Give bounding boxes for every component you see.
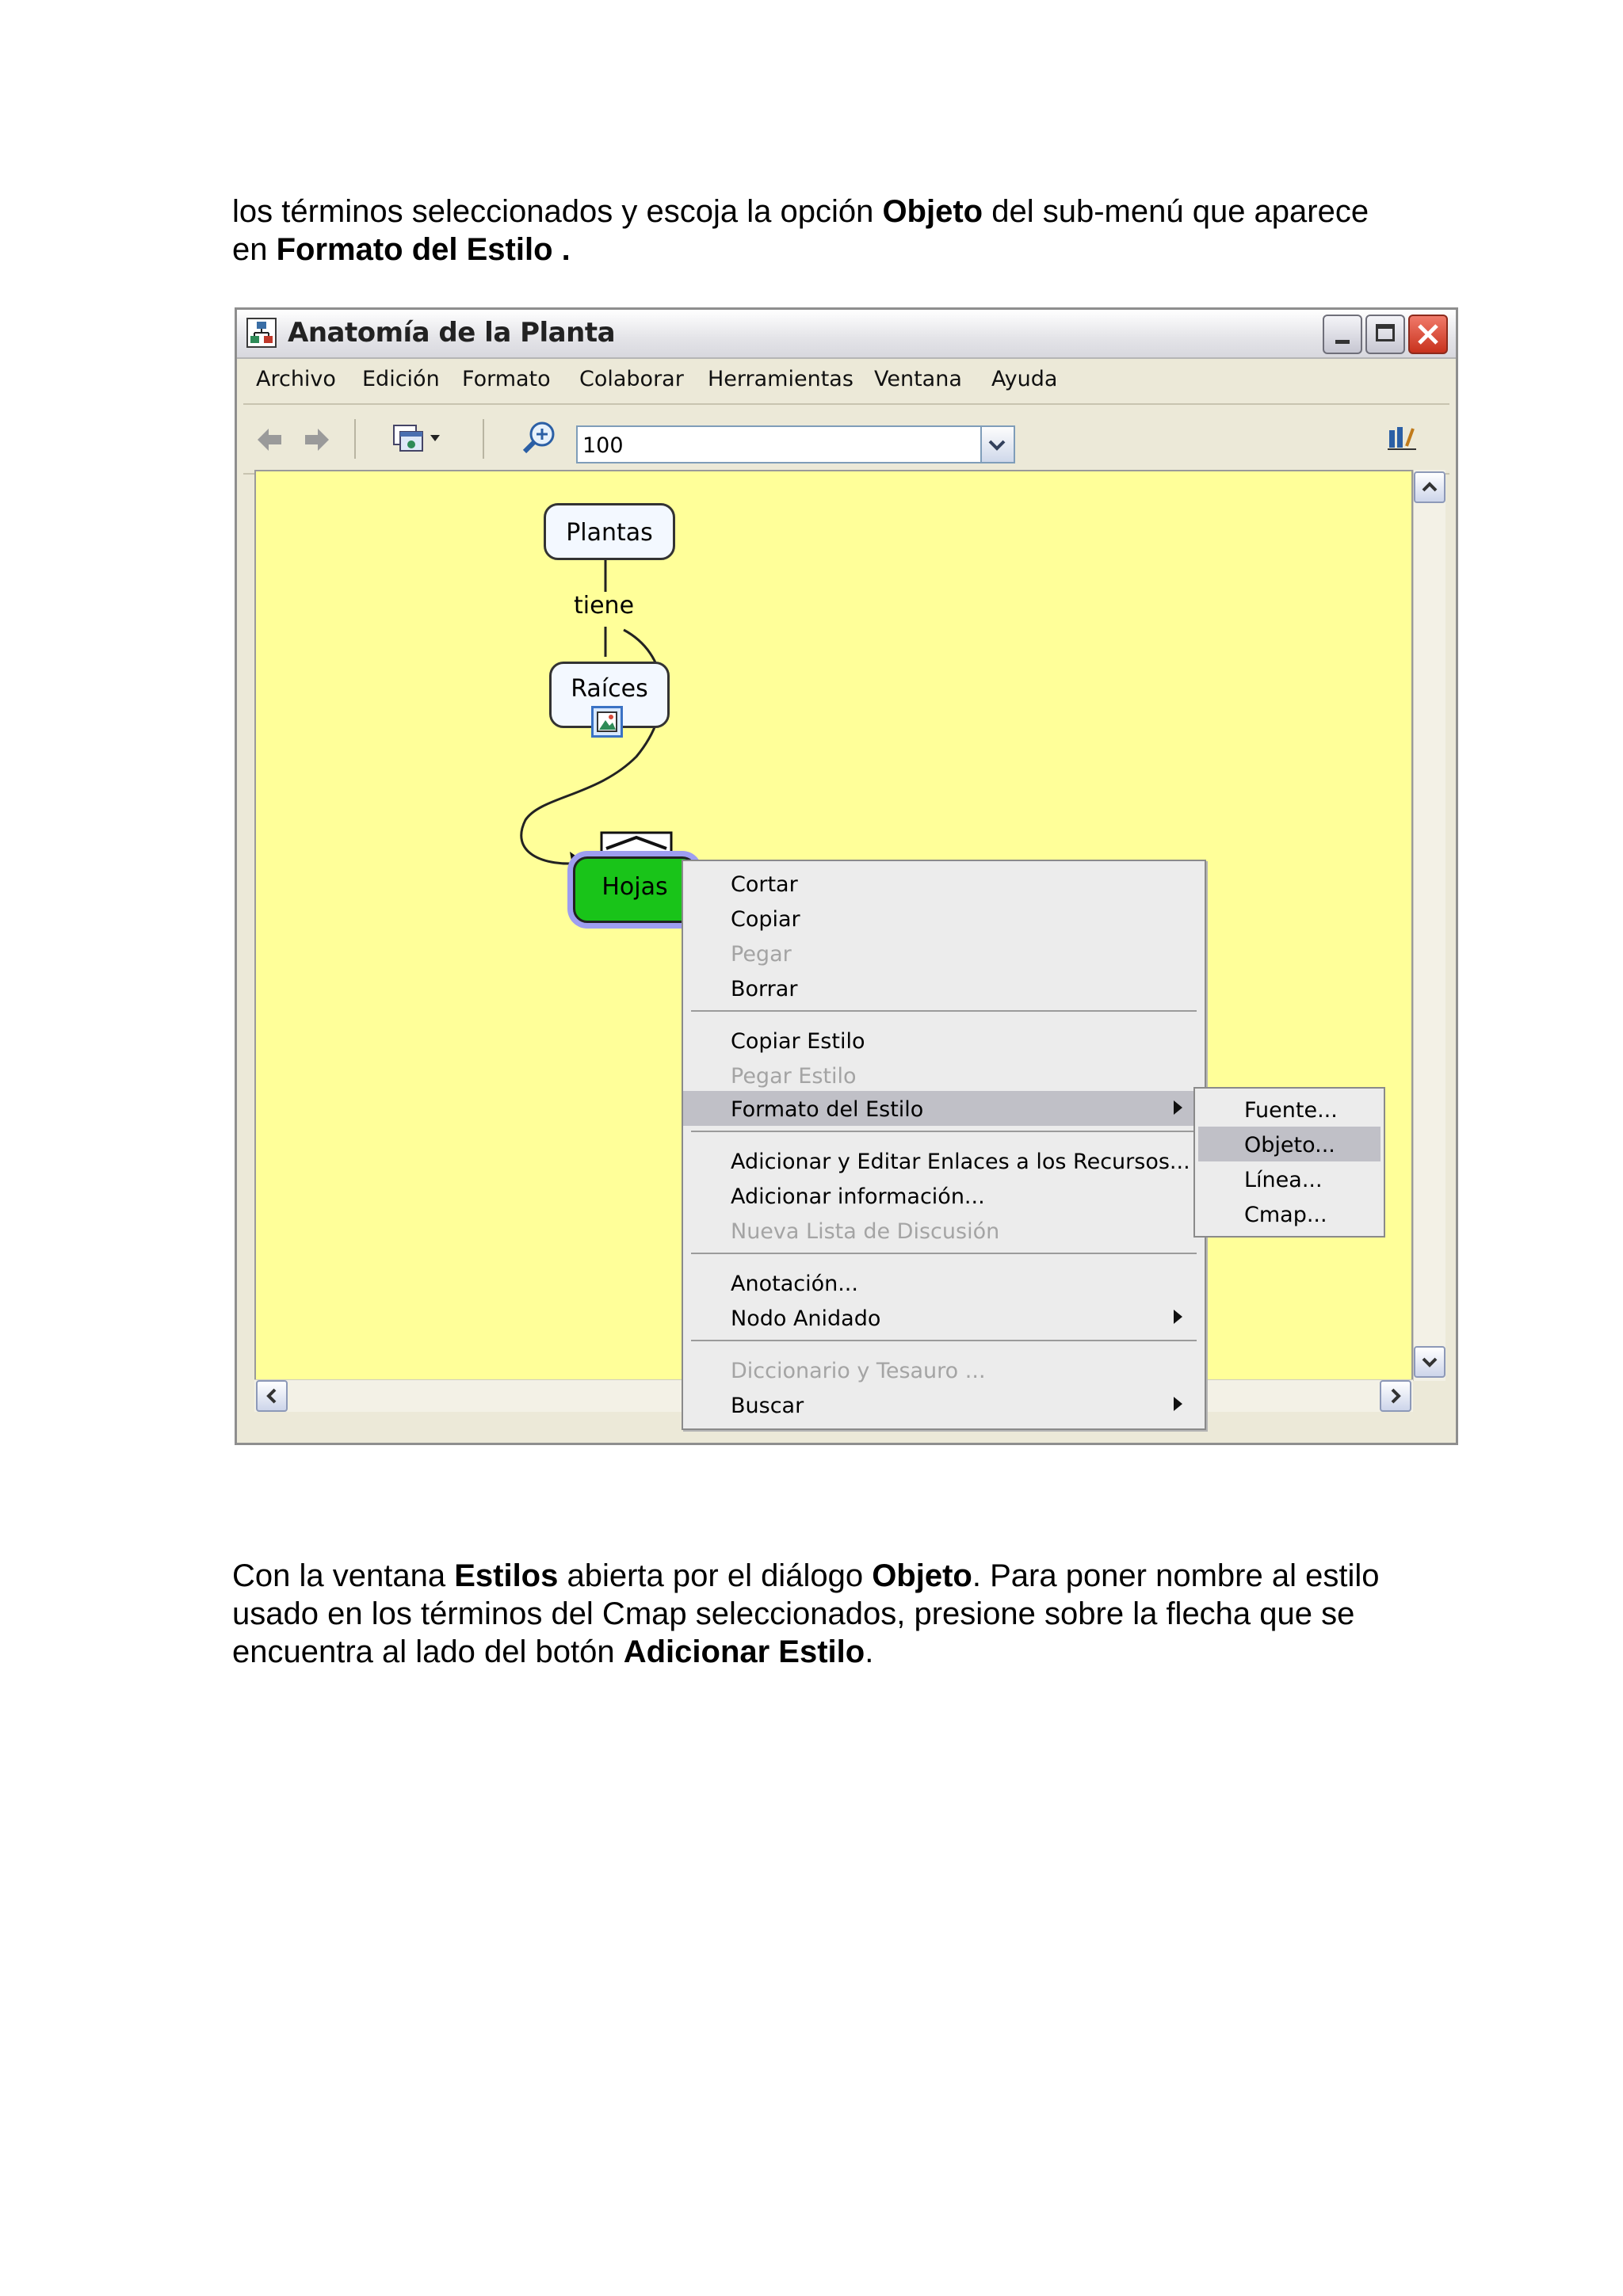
scroll-up-button[interactable] (1414, 471, 1445, 503)
link-label-tiene[interactable]: tiene (574, 592, 635, 620)
toolbar (243, 403, 1449, 475)
menu-item-adicionar-enlaces[interactable]: Adicionar y Editar Enlaces a los Recursos... (731, 1150, 1190, 1174)
chevron-down-icon (1415, 1348, 1444, 1376)
menu-item-diccionario: Diccionario y Tesauro ... (731, 1359, 986, 1383)
node-raices-label: Raíces (571, 675, 648, 703)
zoom-dropdown-button[interactable] (980, 427, 1014, 462)
submenu-arrow-icon (1174, 1310, 1182, 1324)
zoom-value: 100 (582, 433, 624, 458)
context-menu (682, 860, 1206, 1430)
outro-paragraph: Con la ventana Estilos abierta por el diálogo Objeto. Para poner nombre al estilo usado en los términos del Cmap seleccionados, presione sobre la flecha que se encuentra al lado del botón Adicionar Estilo. (232, 1558, 1380, 1669)
menu-item-borrar[interactable]: Borrar (731, 977, 798, 1001)
menu-item-pegar: Pegar (731, 942, 792, 967)
menu-herramientas[interactable]: Herramientas (708, 367, 854, 391)
node-plantas[interactable]: Plantas (544, 503, 675, 560)
menu-ventana[interactable]: Ventana (874, 367, 962, 391)
styles-palette-icon[interactable] (1384, 422, 1421, 459)
close-button[interactable] (1408, 315, 1448, 354)
menu-item-copiar[interactable]: Copiar (731, 907, 800, 932)
submenu-item-cmap[interactable]: Cmap... (1244, 1203, 1327, 1227)
cmap-app-icon (246, 318, 277, 348)
menu-bar (243, 359, 1449, 400)
menu-colaborar[interactable]: Colaborar (579, 367, 684, 391)
close-icon (1410, 316, 1446, 353)
node-hojas-selected[interactable] (573, 856, 697, 923)
menu-edicion[interactable]: Edición (362, 367, 440, 391)
menu-formato[interactable]: Formato (462, 367, 551, 391)
menu-separator (691, 1131, 1197, 1132)
submenu-item-objeto[interactable]: Objeto... (1198, 1127, 1381, 1161)
menu-item-cortar[interactable]: Cortar (731, 872, 798, 897)
maximize-icon (1376, 324, 1395, 341)
submenu-item-fuente[interactable]: Fuente... (1244, 1098, 1338, 1123)
scroll-right-button[interactable] (1380, 1380, 1411, 1412)
format-style-submenu (1193, 1087, 1385, 1238)
vertical-scrollbar[interactable] (1413, 470, 1445, 1381)
scroll-left-button[interactable] (256, 1380, 288, 1412)
menu-item-nueva-lista: Nueva Lista de Discusión (731, 1219, 1000, 1244)
menu-separator (691, 1340, 1197, 1341)
toolbar-separator (354, 419, 356, 459)
menu-separator (691, 1253, 1197, 1254)
menu-ayuda[interactable]: Ayuda (991, 367, 1058, 391)
menu-item-copiar-estilo[interactable]: Copiar Estilo (731, 1029, 865, 1054)
chevron-down-icon (982, 427, 1012, 462)
submenu-item-linea[interactable]: Línea... (1244, 1168, 1323, 1192)
menu-item-formato-del-estilo[interactable]: Formato del Estilo (683, 1091, 1205, 1126)
view-windows-icon[interactable] (391, 421, 446, 457)
scroll-down-button[interactable] (1414, 1346, 1445, 1378)
image-resource-icon[interactable] (591, 706, 623, 738)
zoom-combobox[interactable] (576, 425, 1015, 463)
maximize-button[interactable] (1365, 315, 1405, 354)
menu-item-anotacion[interactable]: Anotación... (731, 1272, 858, 1296)
zoom-magnifier-icon[interactable] (521, 419, 559, 457)
intro-paragraph: los términos seleccionados y escoja la opción Objeto del sub-menú que aparece en Formato del Estilo . (232, 194, 1369, 267)
menu-item-nodo-anidado[interactable]: Nodo Anidado (683, 1300, 1205, 1335)
selection-handle-icon[interactable] (600, 831, 673, 856)
submenu-arrow-icon (1174, 1397, 1182, 1411)
menu-separator (691, 1010, 1197, 1012)
minimize-icon (1335, 340, 1350, 344)
node-hojas-label: Hojas (601, 873, 668, 901)
submenu-arrow-icon (1174, 1100, 1182, 1115)
minimize-button[interactable] (1323, 315, 1362, 354)
chevron-right-icon (1381, 1382, 1410, 1410)
toolbar-separator (483, 419, 484, 459)
window-title: Anatomía de la Planta (288, 317, 616, 349)
menu-archivo[interactable]: Archivo (256, 367, 336, 391)
forward-arrow-icon[interactable] (300, 424, 332, 456)
back-arrow-icon[interactable] (254, 424, 286, 456)
chevron-left-icon (258, 1382, 286, 1410)
menu-item-adicionar-informacion[interactable]: Adicionar información... (731, 1184, 985, 1209)
chevron-up-icon (1415, 473, 1444, 502)
menu-item-buscar[interactable]: Buscar (683, 1387, 1205, 1422)
menu-item-pegar-estilo: Pegar Estilo (731, 1064, 857, 1089)
title-bar[interactable] (237, 310, 1456, 359)
